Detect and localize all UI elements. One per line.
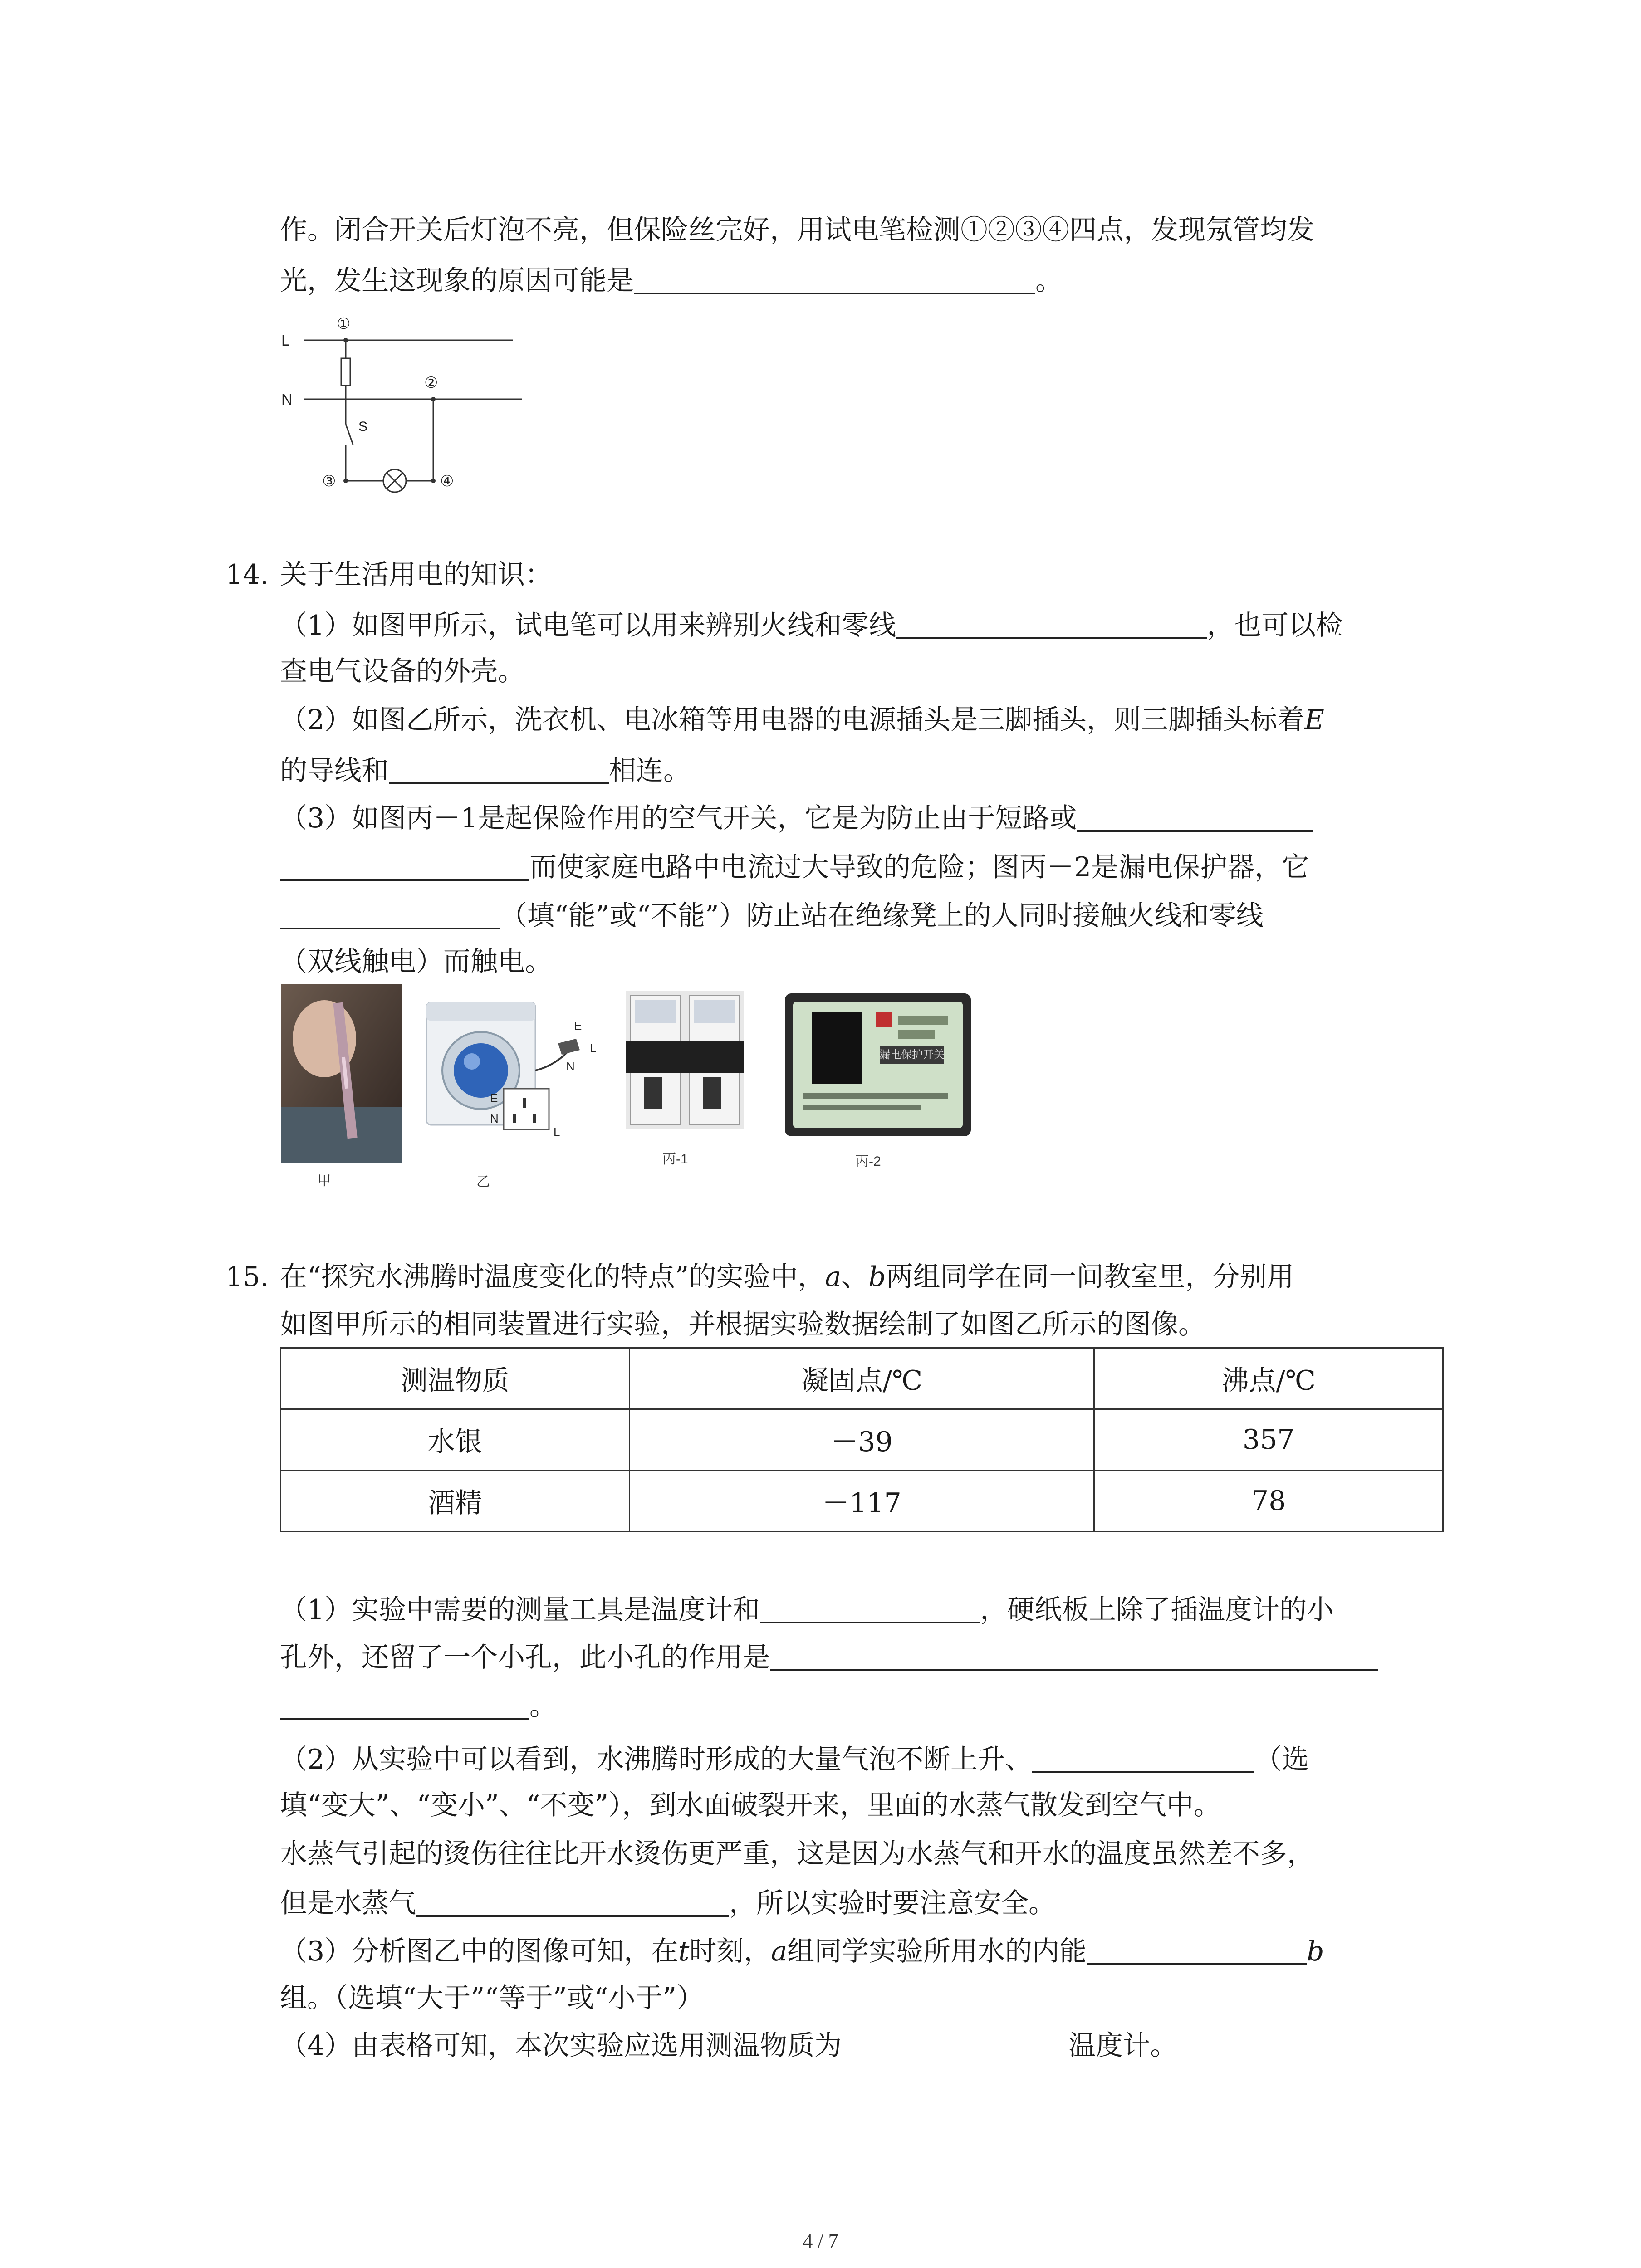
table-cell: 78 [1094, 1471, 1443, 1532]
q15-s2-text-f: ，所以实验时要注意安全。 [729, 1887, 1056, 1919]
q14-p2-text-b: 的导线和 [280, 755, 389, 787]
q14-p1-text-b: ，也可以检 [1207, 610, 1343, 641]
q13-period: 。 [1035, 265, 1063, 297]
point-2-label: ② [424, 374, 438, 391]
table-cell: 水银 [281, 1409, 630, 1471]
q14-p3-line1 [280, 803, 1313, 832]
q15-blank-2-cont[interactable] [280, 1691, 529, 1720]
q15-var-b: b [868, 1261, 886, 1293]
switch-symbol [346, 424, 353, 445]
q13-line-2 [280, 265, 1063, 297]
q14-p1-text: （1）如图甲所示，试电笔可以用来辨别火线和零线 [280, 610, 896, 641]
q15-s4-line [280, 2030, 1178, 2062]
q14-p2-line2 [280, 755, 691, 787]
figure-jia-label: 甲 [318, 1173, 331, 1188]
q13-line-1: 作。闭合开关后灯泡不亮，但保险丝完好，用试电笔检测①②③④四点，发现氖管均发 [280, 214, 1314, 246]
q14-p2-var-E: E [1304, 704, 1324, 736]
point-1-label: ① [337, 315, 351, 332]
q15-number: 15. [225, 1261, 269, 1293]
washing-machine-and-plug-figure [422, 989, 603, 1141]
q14-p2-text-c: 相连。 [609, 755, 691, 787]
plug-label-N: N [566, 1060, 575, 1073]
q14-p3-line3 [280, 900, 1264, 932]
q15-s3-line2: 组。（选填“大于”“等于”或“小于”） [280, 1982, 704, 2014]
q14-blank-3[interactable] [1077, 803, 1313, 832]
q15-blank-4[interactable] [416, 1888, 729, 1917]
q15-s2-text-b: （选 [1254, 1744, 1309, 1775]
figure-yi-label: 乙 [476, 1174, 490, 1189]
q14-p3-text-b: 而使家庭电路中电流过大导致的危险；图丙－2是漏电保护器，它 [529, 851, 1309, 883]
q14-p1-line1 [280, 610, 1343, 639]
q14-p3-text-c: （填“能”或“不能”）防止站在绝缘凳上的人同时接触火线和零线 [500, 900, 1264, 932]
figure-bing2-label: 丙-2 [855, 1154, 881, 1169]
q15-s1-line3 [280, 1691, 557, 1720]
socket-label-L: L [554, 1125, 560, 1139]
q13-answer-blank[interactable] [634, 265, 1035, 294]
q15-s2-line4 [280, 1888, 1056, 1917]
leakage-protector-photo [785, 993, 971, 1136]
circuit-diagram [277, 308, 549, 508]
q14-p2-text: （2）如图乙所示，洗衣机、电冰箱等用电器的电源插头是三脚插头，则三脚插头标着 [280, 704, 1305, 736]
q15-text-b: 两组同学在同一间教室里，分别用 [886, 1261, 1294, 1293]
q15-s3-text: （3）分析图乙中的图像可知，在 [280, 1936, 679, 1967]
table-header-row [281, 1348, 1443, 1409]
protector-switch-icon [812, 1012, 862, 1084]
q14-p1-line2: 查电气设备的外壳。 [280, 655, 525, 687]
point-4-label: ④ [440, 473, 454, 490]
q15-s1-period: 。 [529, 1690, 557, 1722]
q15-s1-text-c: 孔外，还留了一个小孔，此小孔的作用是 [280, 1642, 770, 1673]
page-number: 4 / 7 [803, 2230, 838, 2252]
q15-var-t: t [678, 1936, 690, 1967]
q15-s2-line2: 填“变大”、“变小”、“不变”），到水面破裂开来，里面的水蒸气散发到空气中。 [280, 1789, 1221, 1821]
table-header: 沸点/℃ [1094, 1348, 1443, 1409]
q15-s3-text-b: 时刻， [689, 1936, 771, 1967]
point-3-label: ③ [322, 473, 336, 490]
table-header: 凝固点/℃ [629, 1348, 1094, 1409]
fuse-symbol [341, 358, 350, 386]
q14-p3-text: （3）如图丙－1是起保险作用的空气开关，它是为防止由于短路或 [280, 802, 1077, 834]
q14-number: 14. [225, 559, 269, 591]
q13-text: 光，发生这现象的原因可能是 [280, 265, 634, 297]
q15-line-1 [280, 1261, 1294, 1293]
q15-s3-text-c: 组同学实验所用水的内能 [787, 1936, 1087, 1967]
q15-s3-line1 [280, 1936, 1324, 1965]
switch-label: S [358, 419, 368, 434]
q15-blank-3[interactable] [1032, 1744, 1254, 1773]
protector-title: 漏电保护开关 [879, 1048, 945, 1061]
label-N: N [281, 391, 293, 408]
table-cell: －117 [629, 1471, 1094, 1532]
q15-var-a: a [825, 1261, 842, 1293]
q15-s1-line1 [280, 1594, 1334, 1626]
q15-blank-5[interactable] [1087, 1936, 1307, 1965]
label-L: L [281, 332, 290, 349]
q15-s3-var-b: b [1307, 1936, 1324, 1967]
plug-label-E: E [574, 1019, 582, 1032]
q15-blank-2[interactable] [770, 1642, 1378, 1671]
table-cell: 酒精 [281, 1471, 630, 1532]
q14-stem: 关于生活用电的知识： [280, 559, 552, 591]
table-cell: 357 [1094, 1409, 1443, 1471]
q15-s2-line1 [280, 1744, 1309, 1773]
protector-logo-icon [876, 1012, 892, 1027]
q14-blank-1[interactable] [896, 610, 1207, 639]
q15-s3-var-a: a [771, 1936, 788, 1967]
q14-p2-line1 [280, 704, 1324, 736]
figure-bing1-label: 丙-1 [662, 1152, 688, 1167]
plug-label-L: L [590, 1041, 597, 1055]
thermometric-substance-table [280, 1347, 1444, 1532]
socket-label-E: E [490, 1091, 498, 1105]
test-pen-photo [281, 984, 402, 1163]
q15-separator: 、 [841, 1261, 869, 1293]
q15-s1-text-b: ，硬纸板上除了插温度计的小 [980, 1594, 1334, 1626]
q15-s4-text-b: 温度计。 [1068, 2030, 1178, 2062]
breaker-toggle-icon [626, 1041, 744, 1073]
table-cell: －39 [629, 1409, 1094, 1471]
q15-text-a: 在“探究水沸腾时温度变化的特点”的实验中， [280, 1261, 825, 1293]
q14-blank-4[interactable] [280, 900, 500, 929]
plug-icon [558, 1039, 580, 1055]
table-row [281, 1409, 1443, 1471]
q14-blank-3-cont[interactable] [280, 852, 529, 881]
q15-blank-1[interactable] [760, 1594, 980, 1623]
q15-s1-line2 [280, 1642, 1378, 1671]
q15-s1-text: （1）实验中需要的测量工具是温度计和 [280, 1594, 760, 1626]
q14-p3-line4: （双线触电）而触电。 [280, 946, 552, 978]
table-header: 测温物质 [281, 1348, 630, 1409]
q15-s2-text: （2）从实验中可以看到，水沸腾时形成的大量气泡不断上升、 [280, 1744, 1033, 1775]
table-row [281, 1471, 1443, 1532]
q14-p3-line2 [280, 852, 1309, 881]
q14-blank-2[interactable] [389, 755, 609, 784]
air-switch-photo [626, 991, 744, 1129]
socket-label-N: N [490, 1112, 499, 1125]
q15-s4-text: （4）由表格可知，本次实验应选用测温物质为 [280, 2030, 842, 2062]
q15-line-2: 如图甲所示的相同装置进行实验，并根据实验数据绘制了如图乙所示的图像。 [280, 1309, 1205, 1340]
q15-s2-line3: 水蒸气引起的烫伤往往比开水烫伤更严重，这是因为水蒸气和开水的温度虽然差不多， [280, 1838, 1314, 1870]
socket-icon [504, 1089, 549, 1129]
q15-s2-text-e: 但是水蒸气 [280, 1887, 416, 1919]
